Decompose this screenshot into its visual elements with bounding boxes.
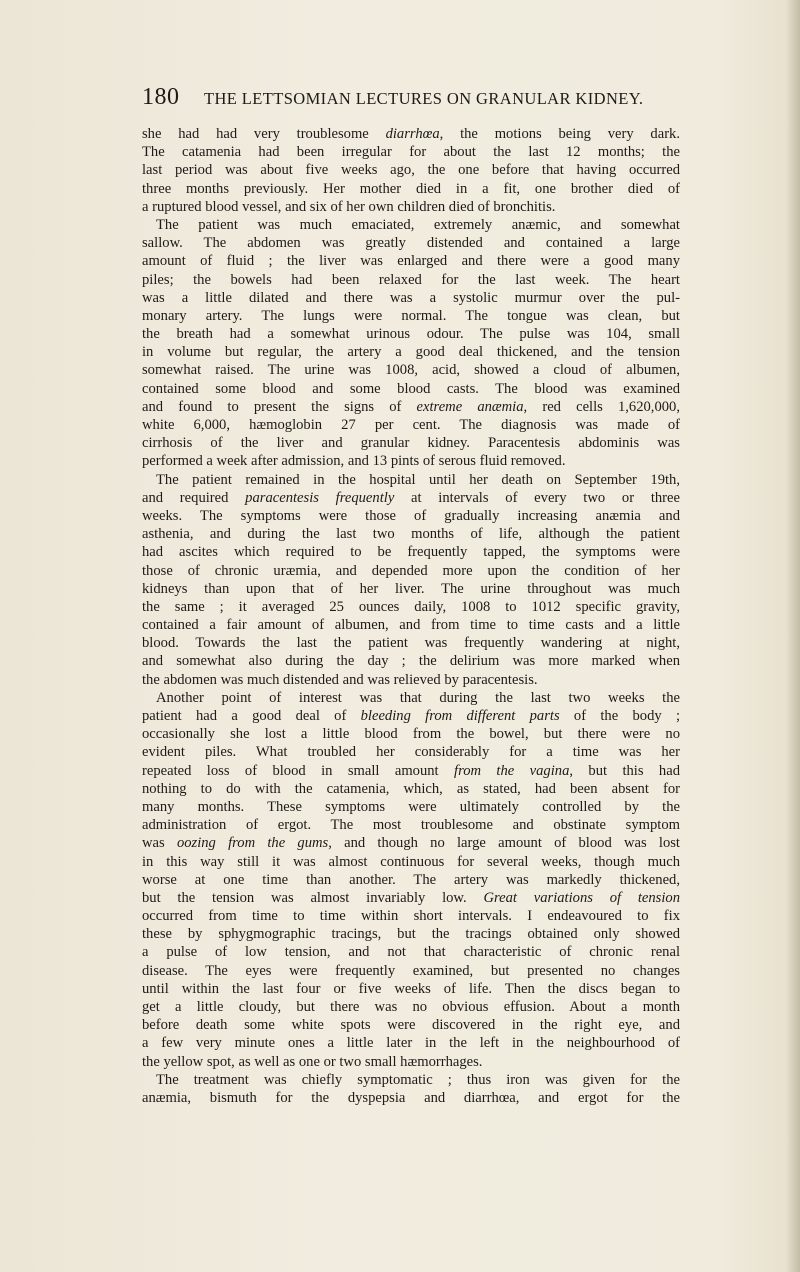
text-line: Another point of interest was that during the last two weeks the <box>156 689 680 706</box>
text-line: in volume but regular, the artery a good deal thickened, and the tension <box>142 344 680 361</box>
text-line: piles; the bowels had been relaxed for the last week. The heart <box>142 271 680 288</box>
text-line: the yellow spot, as well as one or two small hæmorrhages. <box>142 1053 483 1070</box>
text-line: patient had a good deal of bleeding from different parts of the body ; <box>142 708 680 724</box>
text-line: a ruptured blood vessel, and six of her own children died of bronchitis. <box>142 198 556 215</box>
text-line: weeks. The symptoms were those of gradually increasing anæmia and <box>142 507 680 524</box>
text-line: worse at one time than another. The artery was markedly thickened, <box>142 871 680 888</box>
text-line: and required paracentesis frequently at intervals of every two or three <box>142 489 680 506</box>
text-line: anæmia, bismuth for the dyspepsia and diarrhœa, and ergot for the <box>142 1089 680 1106</box>
text-line: administration of ergot. The most troublesome and obstinate symptom <box>142 817 680 834</box>
text-line: the abdomen was much distended and was relieved by paracentesis. <box>142 671 538 688</box>
page-edge-shadow <box>786 0 800 1272</box>
body-text <box>142 125 680 1107</box>
text-line: a few very minute ones a little later in the left in the neighbourhood of <box>142 1035 680 1052</box>
text-line: these by sphygmographic tracings, but the tracings obtained only showed <box>142 926 680 943</box>
text-line: was oozing from the gums, and though no large amount of blood was lost <box>142 835 680 852</box>
text-line: kidneys than upon that of her liver. The urine throughout was much <box>142 580 680 597</box>
text-line: blood. Towards the last the patient was frequently wandering at night, <box>142 635 680 652</box>
text-line: but the tension was almost invariably low. Great variations of tension <box>142 889 680 906</box>
text-line: had ascites which required to be frequently tapped, the symptoms were <box>142 544 680 561</box>
text-line: sallow. The abdomen was greatly distended and contained a large <box>142 235 680 252</box>
text-line: white 6,000, hæmoglobin 27 per cent. The diagnosis was made of <box>142 417 680 433</box>
text-line: performed a week after admission, and 13 pints of serous fluid removed. <box>142 453 566 470</box>
text-line: contained a fair amount of albumen, and from time to time casts and a little <box>142 617 680 634</box>
text-line: The patient remained in the hospital until her death on September 19th, <box>156 471 680 488</box>
text-line: the breath had a somewhat urinous odour. The pulse was 104, small <box>142 326 680 343</box>
text-line: contained some blood and some blood casts. The blood was examined <box>142 380 680 397</box>
text-line: many months. These symptoms were ultimately controlled by the <box>142 798 680 815</box>
text-line: get a little cloudy, but there was no obvious effusion. About a month <box>142 999 680 1015</box>
text-line: The patient was much emaciated, extremely anæmic, and somewhat <box>156 216 680 233</box>
text-line: a pulse of low tension, and not that characteristic of chronic renal <box>142 944 680 961</box>
text-line: was a little dilated and there was a systolic murmur over the pul- <box>142 289 680 306</box>
text-line: repeated loss of blood in small amount from the vagina, but this had <box>142 762 680 779</box>
text-line: and somewhat also during the day ; the delirium was more marked when <box>142 653 680 670</box>
text-line: those of chronic uræmia, and depended more upon the condition of her <box>142 562 680 579</box>
text-line: last period was about five weeks ago, the one before that having occurred <box>142 162 680 179</box>
text-line: The treatment was chiefly symptomatic ; thus iron was given for the <box>156 1071 680 1088</box>
text-line: monary artery. The lungs were normal. The tongue was clean, but <box>142 307 680 324</box>
text-line: disease. The eyes were frequently examined, but presented no changes <box>142 962 680 979</box>
text-line: occurred from time to time within short intervals. I endeavoured to fix <box>142 908 680 925</box>
text-line: until within the last four or five weeks of life. Then the discs began to <box>142 980 680 997</box>
text-line: three months previously. Her mother died in a fit, one brother died of <box>142 180 680 197</box>
text-line: asthenia, and during the last two months of life, although the patient <box>142 526 680 543</box>
page-number: 180 <box>142 84 180 110</box>
text-line: The catamenia had been irregular for about the last 12 months; the <box>142 144 680 161</box>
text-line: before death some white spots were discovered in the right eye, and <box>142 1017 680 1034</box>
text-line: she had had very troublesome diarrhœa, the motions being very dark. <box>142 126 680 142</box>
text-line: and found to present the signs of extreme anæmia, red cells 1,620,000, <box>142 398 680 415</box>
text-line: occasionally she lost a little blood from the bowel, but there were no <box>142 726 680 743</box>
text-line: amount of fluid ; the liver was enlarged and there were a good many <box>142 253 680 270</box>
text-line: cirrhosis of the liver and granular kidney. Paracentesis abdominis was <box>142 435 680 452</box>
text-line: nothing to do with the catamenia, which, as stated, had been absent for <box>142 780 680 797</box>
text-line: somewhat raised. The urine was 1008, acid, showed a cloud of albumen, <box>142 362 680 379</box>
text-line: the same ; it averaged 25 ounces daily, 1008 to 1012 specific gravity, <box>142 598 680 615</box>
running-head <box>142 84 682 114</box>
text-line: in this way still it was almost continuous for several weeks, though much <box>142 853 680 870</box>
text-line: evident piles. What troubled her considerably for a time was her <box>142 744 680 761</box>
running-title: THE LETTSOMIAN LECTURES ON GRANULAR KIDNEY. <box>204 89 644 108</box>
